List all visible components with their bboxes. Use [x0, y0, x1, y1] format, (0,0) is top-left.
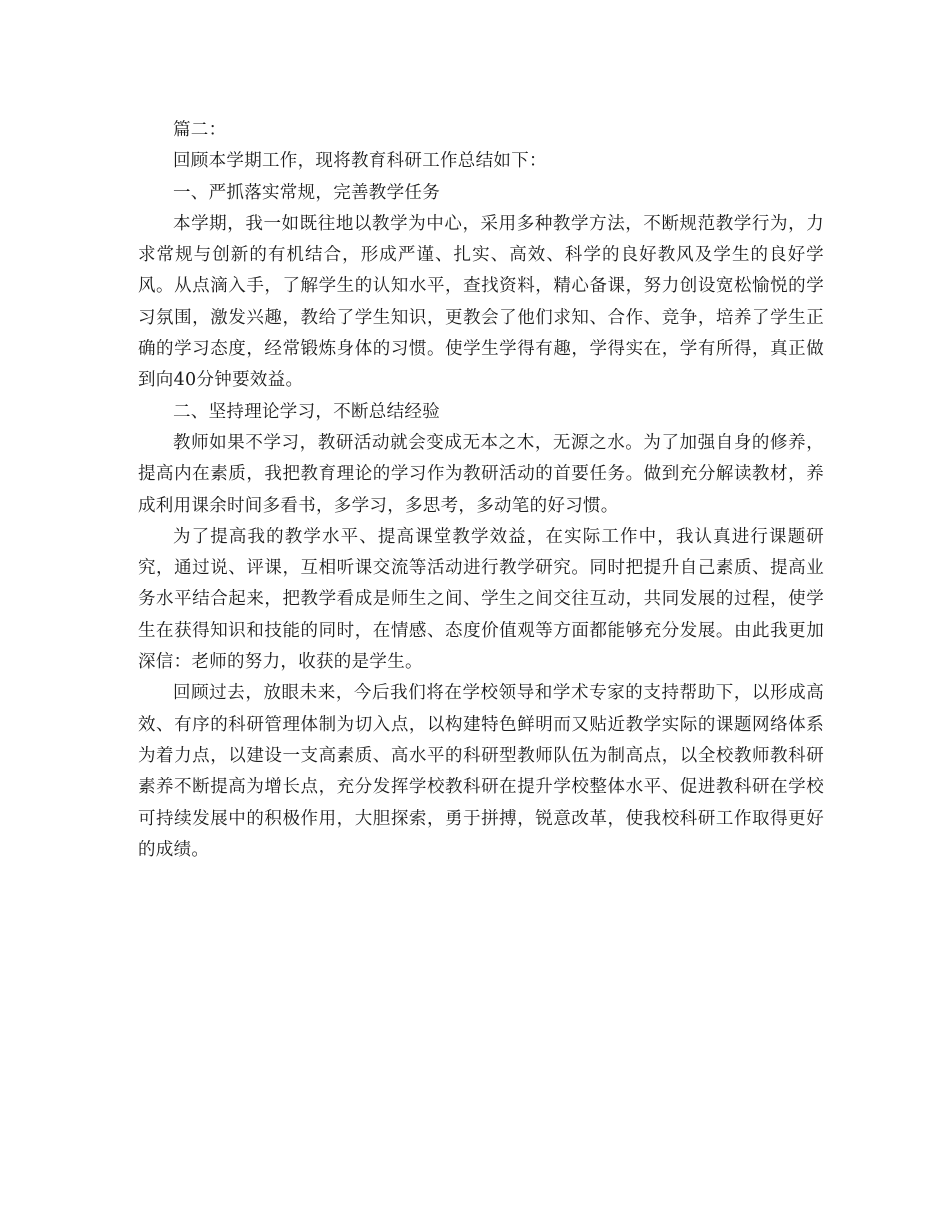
heading-one: 一、严抓落实常规，完善教学任务	[173, 182, 440, 203]
heading-two: 二、坚持理论学习，不断总结经验	[173, 401, 440, 422]
paragraph-outlook: 回顾过去，放眼未来，今后我们将在学校领导和学术专家的支持帮助下，以形成高效、有序的科研管理体制为切入点，以构建特色鲜明而又贴近教学实际的课题网络体系为着力点，以建设一支高素质、高水平的科研型教师队伍为制高点，以全校教师教科研素养不断提高为增长点，充分发挥学校教科研在提升学校整体水平、促进教科研在学校可持续发展中的积极作用，大胆探索，勇于拼搏，锐意改革，使我校科研工作取得更好的成绩。	[138, 683, 824, 860]
document-body	[138, 115, 824, 866]
paragraph-teaching: 本学期，我一如既往地以教学为中心，采用多种教学方法，不断规范教学行为，力求常规与创新的有机结合，形成严谨、扎实、高效、科学的良好教风及学生的良好学风。从点滴入手，了解学生的认知水平，查找资料，精心备课，努力创设宽松愉悦的学习氛围，激发兴趣，教给了学生知识，更教会了他们求知、合作、竞争，培养了学生正确的学习态度，经常锻炼身体的习惯。使学生学得有趣，学得实在，学有所得，真正做到向40分钟要效益。	[138, 213, 824, 391]
section-label: 篇二：	[173, 120, 227, 140]
intro-paragraph: 回顾本学期工作，现将教育科研工作总结如下：	[173, 151, 547, 172]
paragraph-theory: 教师如果不学习，教研活动就会变成无本之木，无源之水。为了加强自身的修养，提高内在素质，我把教育理论的学习作为教研活动的首要任务。做到充分解读教材，养成利用课余时间多看书，多学习，多思考，多动笔的好习惯。	[138, 432, 824, 516]
paragraph-research: 为了提高我的教学水平、提高课堂教学效益，在实际工作中，我认真进行课题研究，通过说、评课，互相听课交流等活动进行教学研究。同时把提升自己素质、提高业务水平结合起来，把教学看成是师生之间、学生之间交往互动，共同发展的过程，使学生在获得知识和技能的同时，在情感、态度价值观等方面都能够充分发展。由此我更加深信：老师的努力，收获的是学生。	[138, 526, 824, 673]
